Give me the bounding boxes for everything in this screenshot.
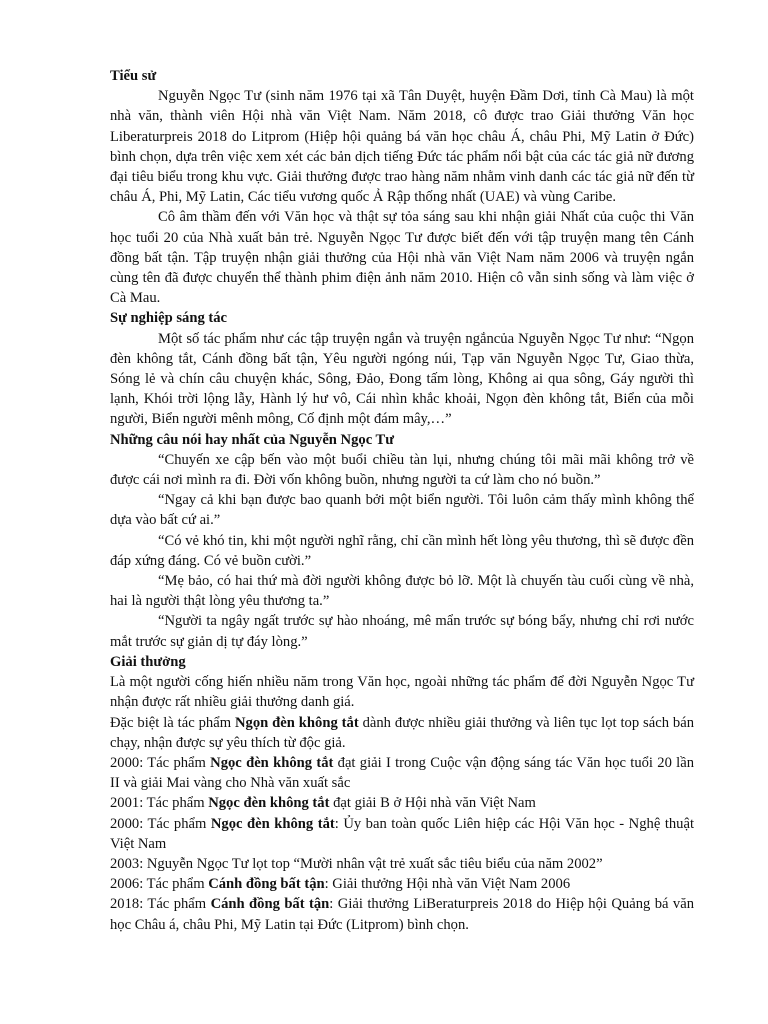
section-heading-bio: Tiểu sử bbox=[110, 68, 157, 84]
award-item-post: : Ủy ban toàn quốc Liên hiệp các Hội Văn học - Nghệ thuật Việt Nam bbox=[110, 815, 695, 852]
award-item bbox=[110, 894, 694, 934]
award-item-pre: 2000: Tác phẩm bbox=[110, 754, 211, 771]
award-item-pre: 2001: Tác phẩm bbox=[110, 795, 209, 812]
award-item-title: Cánh đồng bất tận bbox=[208, 876, 325, 893]
awards-intro: Là một người cống hiến nhiều năm trong Văn học, ngoài những tác phẩm để đời Nguyễn Ngọc Tư nhận được rất nhiều giải thưởng danh giá. bbox=[110, 674, 694, 711]
section-heading-awards: Giải thưởng bbox=[110, 653, 186, 670]
quote-5: “Người ta ngây ngất trước sự hào nhoáng, mê mẩn trước sự bóng bẩy, nhưng chỉ rơi nước mắt trước sự giản dị tự đáy lòng.” bbox=[110, 613, 694, 650]
award-item-post: đạt giải B ở Hội nhà văn Việt Nam bbox=[329, 795, 536, 812]
awards-special-pre: Đặc biệt là tác phẩm bbox=[110, 714, 235, 731]
award-item-pre: 2006: Tác phẩm bbox=[110, 876, 209, 893]
document-page bbox=[110, 66, 694, 935]
award-item-pre: 2000: Tác phẩm bbox=[110, 815, 211, 832]
award-item-post: : Giải thưởng Hội nhà văn Việt Nam 2006 bbox=[324, 876, 571, 893]
award-item-title: Cánh đồng bất tận bbox=[210, 896, 330, 913]
award-item-title: Ngọc đèn không tắt bbox=[208, 795, 330, 812]
section-heading-quotes: Những câu nói hay nhất của Nguyễn Ngọc Tư bbox=[110, 431, 395, 448]
awards-special-post: dành được nhiều giải thưởng và liên tục lọt top sách bán chạy, nhận được sự yêu thích từ độc giả. bbox=[110, 714, 694, 751]
award-item bbox=[110, 814, 694, 854]
award-item bbox=[110, 753, 694, 793]
bio-paragraph-2: Cô âm thầm đến với Văn học và thật sự tỏa sáng sau khi nhận giải Nhất của cuộc thi Văn học tuổi 20 của Nhà xuất bản trẻ. Nguyễn Ngọc Tư được biết đến với tập truyện mang tên Cánh đồng bất tận. Tập truyện nhận giải thưởng của Hội nhà văn Việt Nam năm 2006 và truyện ngắn cùng tên đã được chuyển thể thành phim điện ảnh năm 2010. Hiện cô vẫn sinh sống và làm việc ở Cà Mau. bbox=[110, 209, 694, 307]
quote-1: “Chuyến xe cập bến vào một buổi chiều tàn lụi, nhưng chúng tôi mãi mãi không trở về được cái nơi mình ra đi. Đời vốn không buồn, nhưng người ta cứ làm cho nó buồn.” bbox=[110, 451, 694, 489]
award-item-title: Ngọc đèn không tắt bbox=[210, 815, 335, 832]
award-item-title: Ngọc đèn không tắt bbox=[210, 754, 334, 771]
award-item bbox=[110, 854, 694, 874]
career-paragraph: Một số tác phẩm như các tập truyện ngắn và truyện ngắncủa Nguyễn Ngọc Tư như: “Ngọn đèn không tắt, Cánh đồng bất tận, Yêu người ngóng núi, Tạp văn Nguyễn Ngọc Tư, Giao thừa, Sóng lẻ và chín câu chuyện khác, Sông, Đảo, Đong tấm lòng, Không ai qua sông, Gáy người thì lạnh, Khói trời lộng lẫy, Hành lý hư vô, Cái nhìn khắc khoải, Ngọn đèn không tắt, Biển của mỗi người, Biển người mênh mông, Cố định một đám mây,…” bbox=[110, 330, 694, 428]
quote-2: “Ngay cả khi bạn được bao quanh bởi một biển người. Tôi luôn cảm thấy mình không thể dựa vào bất cứ ai.” bbox=[110, 492, 694, 529]
award-item-post: đạt giải I trong Cuộc vận động sáng tác Văn học tuổi 20 lần II và giải Mai vàng cho Nhà văn xuất sắc bbox=[110, 754, 694, 792]
award-item bbox=[110, 874, 694, 894]
awards-special-title: Ngọn đèn không tắt bbox=[234, 714, 359, 731]
award-item bbox=[110, 793, 694, 813]
bio-paragraph-1: Nguyễn Ngọc Tư (sinh năm 1976 tại xã Tân Duyệt, huyện Đầm Dơi, tỉnh Cà Mau) là một nhà văn, thành viên Hội nhà văn Việt Nam. Năm 2018, cô được trao Giải thưởng Văn học Liberaturpreis 2018 do Litprom (Hiệp hội quảng bá văn học châu Á, châu Phi, Mỹ Latin ở Đức) bình chọn, dựa trên việc xem xét các bản dịch tiếng Đức tác phẩm nổi bật của các tác giả nữ đương đại tiêu biểu trong khu vực. Giải thưởng được trao hàng năm nhằm vinh danh các tác giả nữ đến từ châu Á, Phi, Mỹ Latin, Các tiểu vương quốc Ả Rập thống nhất (UAE) và vùng Caribe. bbox=[110, 88, 694, 206]
award-item-pre: 2018: Tác phẩm bbox=[110, 896, 211, 913]
quote-3: “Có vẻ khó tin, khi một người nghĩ rằng, chỉ cần mình hết lòng yêu thương, thì sẽ được đền đáp xứng đáng. Có vẻ buồn cười.” bbox=[110, 532, 694, 569]
section-heading-career: Sự nghiệp sáng tác bbox=[110, 310, 228, 327]
quote-4: “Mẹ bảo, có hai thứ mà đời người không được bỏ lỡ. Một là chuyến tàu cuối cùng về nhà, hai là người thật lòng yêu thương ta.” bbox=[110, 573, 694, 610]
award-item-pre: 2003: Nguyễn Ngọc Tư lọt top “Mười nhân vật trẻ xuất sắc tiêu biểu của năm 2002” bbox=[110, 855, 603, 872]
award-item-post: : Giải thưởng LiBeraturpreis 2018 do Hiệp hội Quảng bá văn học Châu á, châu Phi, Mỹ Latin tại Đức (Litprom) bình chọn. bbox=[110, 896, 694, 933]
awards-special bbox=[110, 713, 694, 753]
